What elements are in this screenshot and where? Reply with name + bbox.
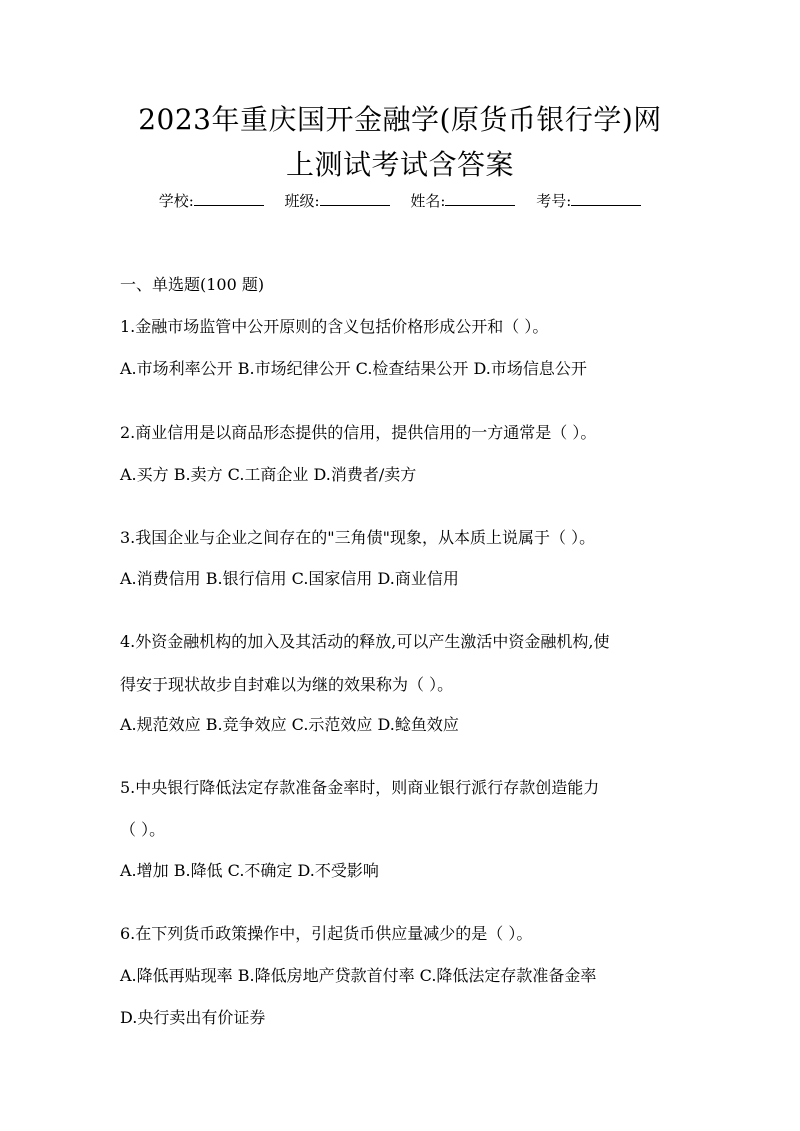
question-2-options: A.买方 B.卖方 C.工商企业 D.消费者/卖方 — [120, 465, 417, 484]
exam-number-blank — [571, 191, 641, 206]
name-field — [410, 192, 515, 210]
question-4-stem-line-1: 4.外资金融机构的加入及其活动的释放,可以产生激活中资金融机构,使 — [120, 632, 610, 651]
question-5-stem-line-2: （ ）。 — [120, 820, 166, 839]
question-1-options: A.市场利率公开 B.市场纪律公开 C.检查结果公开 D.市场信息公开 — [120, 359, 587, 378]
class-label: 班级: — [284, 192, 320, 210]
question-5-stem-line-1: 5.中央银行降低法定存款准备金率时，则商业银行派行存款创造能力 — [120, 778, 600, 797]
question-1-stem: 1.金融市场监管中公开原则的含义包括价格形成公开和（ ）。 — [120, 317, 549, 336]
class-blank — [320, 191, 390, 206]
school-field — [159, 192, 264, 210]
document-title-line-1: 2023年重庆国开金融学(原货币银行学)网 — [138, 103, 662, 136]
student-info-row — [0, 190, 800, 212]
section-title: 一、单选题(100 题) — [120, 275, 265, 294]
question-4-stem-line-2: 得安于现状故步自封难以为继的效果称为（ ）。 — [120, 675, 454, 694]
question-6-options-line-1: A.降低再贴现率 B.降低房地产贷款首付率 C.降低法定存款准备金率 — [120, 966, 597, 985]
school-blank — [194, 191, 264, 206]
question-6-stem: 6.在下列货币政策操作中，引起货币供应量减少的是（ ）。 — [120, 924, 533, 943]
class-field — [285, 192, 390, 210]
name-label: 姓名: — [410, 192, 446, 210]
question-2-stem: 2.商业信用是以商品形态提供的信用，提供信用的一方通常是（ ）。 — [120, 423, 597, 442]
question-3-options: A.消费信用 B.银行信用 C.国家信用 D.商业信用 — [120, 569, 459, 588]
question-4-options: A.规范效应 B.竞争效应 C.示范效应 D.鲶鱼效应 — [120, 715, 459, 734]
question-3-stem: 3.我国企业与企业之间存在的"三角债"现象，从本质上说属于（ ）。 — [120, 528, 596, 547]
question-6-options-line-2: D.央行卖出有价证券 — [120, 1008, 266, 1027]
question-5-options: A.增加 B.降低 C.不确定 D.不受影响 — [120, 861, 379, 880]
exam-number-label: 考号: — [536, 192, 572, 210]
exam-number-field — [536, 192, 641, 210]
name-blank — [445, 191, 515, 206]
document-title-line-2: 上测试考试含答案 — [285, 148, 514, 181]
school-label: 学校: — [158, 192, 194, 210]
